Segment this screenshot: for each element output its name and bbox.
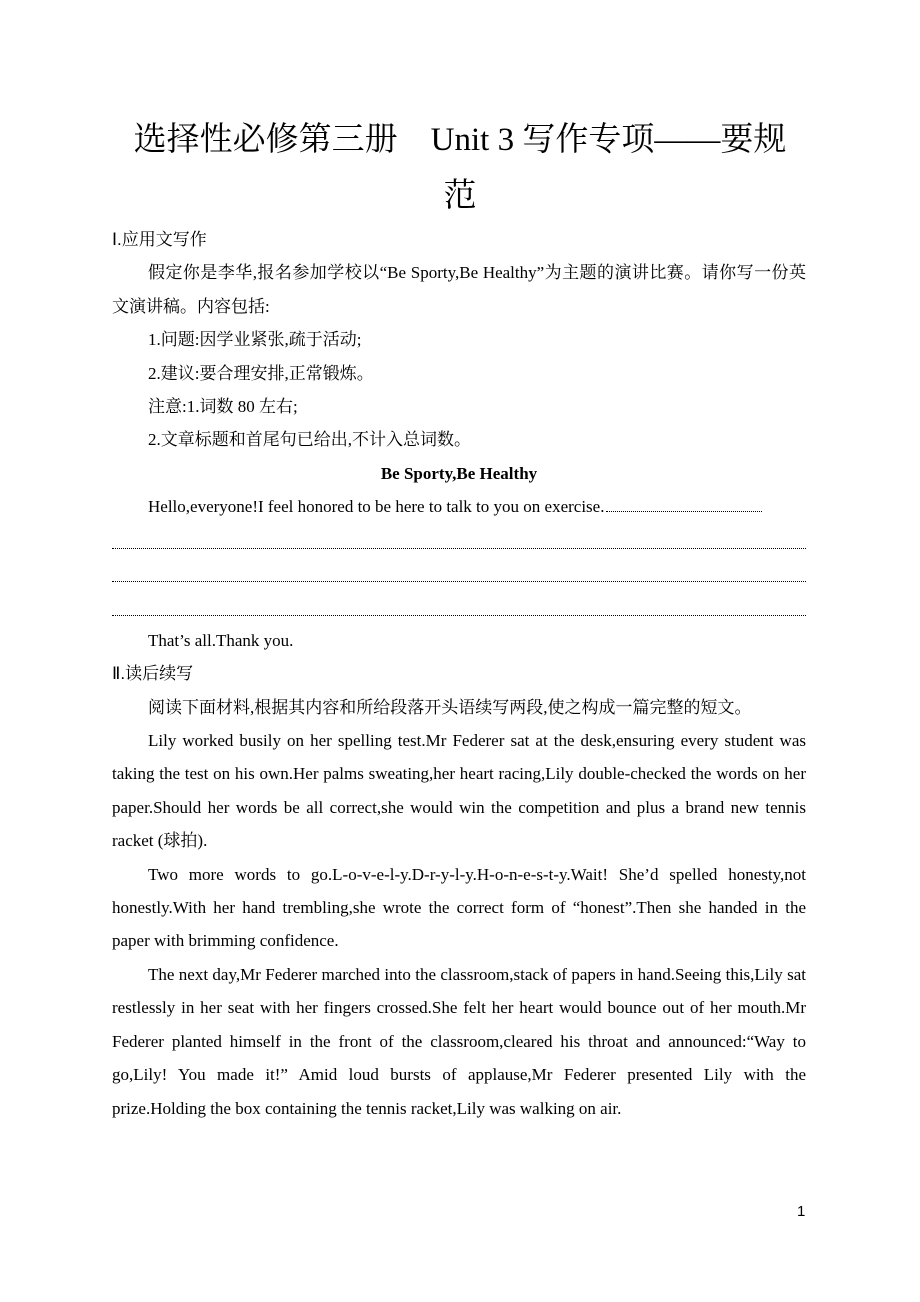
requirement-item: 2.建议:要合理安排,正常锻炼。 <box>148 363 374 383</box>
note-item: 2.文章标题和首尾句已给出,不计入总词数。 <box>148 430 471 450</box>
title-line-1: 选择性必修第三册 Unit 3 写作专项——要规 <box>133 122 787 158</box>
task-prompt: 假定你是李华,报名参加学校以“Be Sporty,Be Healthy”为主题的演讲比赛。请你写一份英文演讲稿。内容包括: <box>112 263 806 316</box>
page-number: 1 <box>797 1203 806 1220</box>
answer-line[interactable] <box>112 557 806 590</box>
document-body <box>112 223 806 1125</box>
answer-line[interactable] <box>112 590 806 623</box>
title-line-2: 范 <box>443 178 477 214</box>
essay-title: Be Sporty,Be Healthy <box>380 463 538 483</box>
section-2-heading: Ⅱ.读后续写 <box>112 664 194 684</box>
section-1-heading: Ⅰ.应用文写作 <box>112 230 207 249</box>
story-paragraph: Two more words to go.L-o-v-e-l-y.D-r-y-l-y.H-o-n-e-s-t-y.Wait! She’d spelled honesty,not honestly.With her hand trembling,she wrote the correct form of “honest”.Then she handed in the paper with brimming confidence. <box>112 864 806 951</box>
document-title <box>100 112 820 224</box>
story-paragraph: The next day,Mr Federer marched into the classroom,stack of papers in hand.Seeing this,Lily sat restlessly in her seat with her fingers crossed.She felt her heart would bounce out of her mouth.Mr Federer planted himself in the front of the classroom,cleared his throat and announced:“Way to go,Lily! You made it!” Amid loud bursts of applause,Mr Federer presented Lily with the prize.Holding the box containing the tennis racket,Lily was walking on air. <box>112 964 806 1118</box>
opening-sentence: Hello,everyone!I feel honored to be here to talk to you on exercise. <box>148 497 605 517</box>
answer-blank[interactable] <box>606 510 762 512</box>
answer-line[interactable] <box>112 524 806 557</box>
story-paragraph: Lily worked busily on her spelling test.Mr Federer sat at the desk,ensuring every student was taking the test on his own.Her palms sweating,her heart racing,Lily double-checked the words on her paper.Should her words be all correct,she would win the competition and plus a brand new tennis racket (球拍). <box>112 731 806 851</box>
essay-opening <box>112 490 806 523</box>
requirement-item: 1.问题:因学业紧张,疏于活动; <box>148 330 362 350</box>
essay-closing: That’s all.Thank you. <box>148 630 294 650</box>
task-instruction: 阅读下面材料,根据其内容和所给段落开头语续写两段,使之构成一篇完整的短文。 <box>148 697 752 717</box>
note-item: 注意:1.词数 80 左右; <box>148 397 298 417</box>
